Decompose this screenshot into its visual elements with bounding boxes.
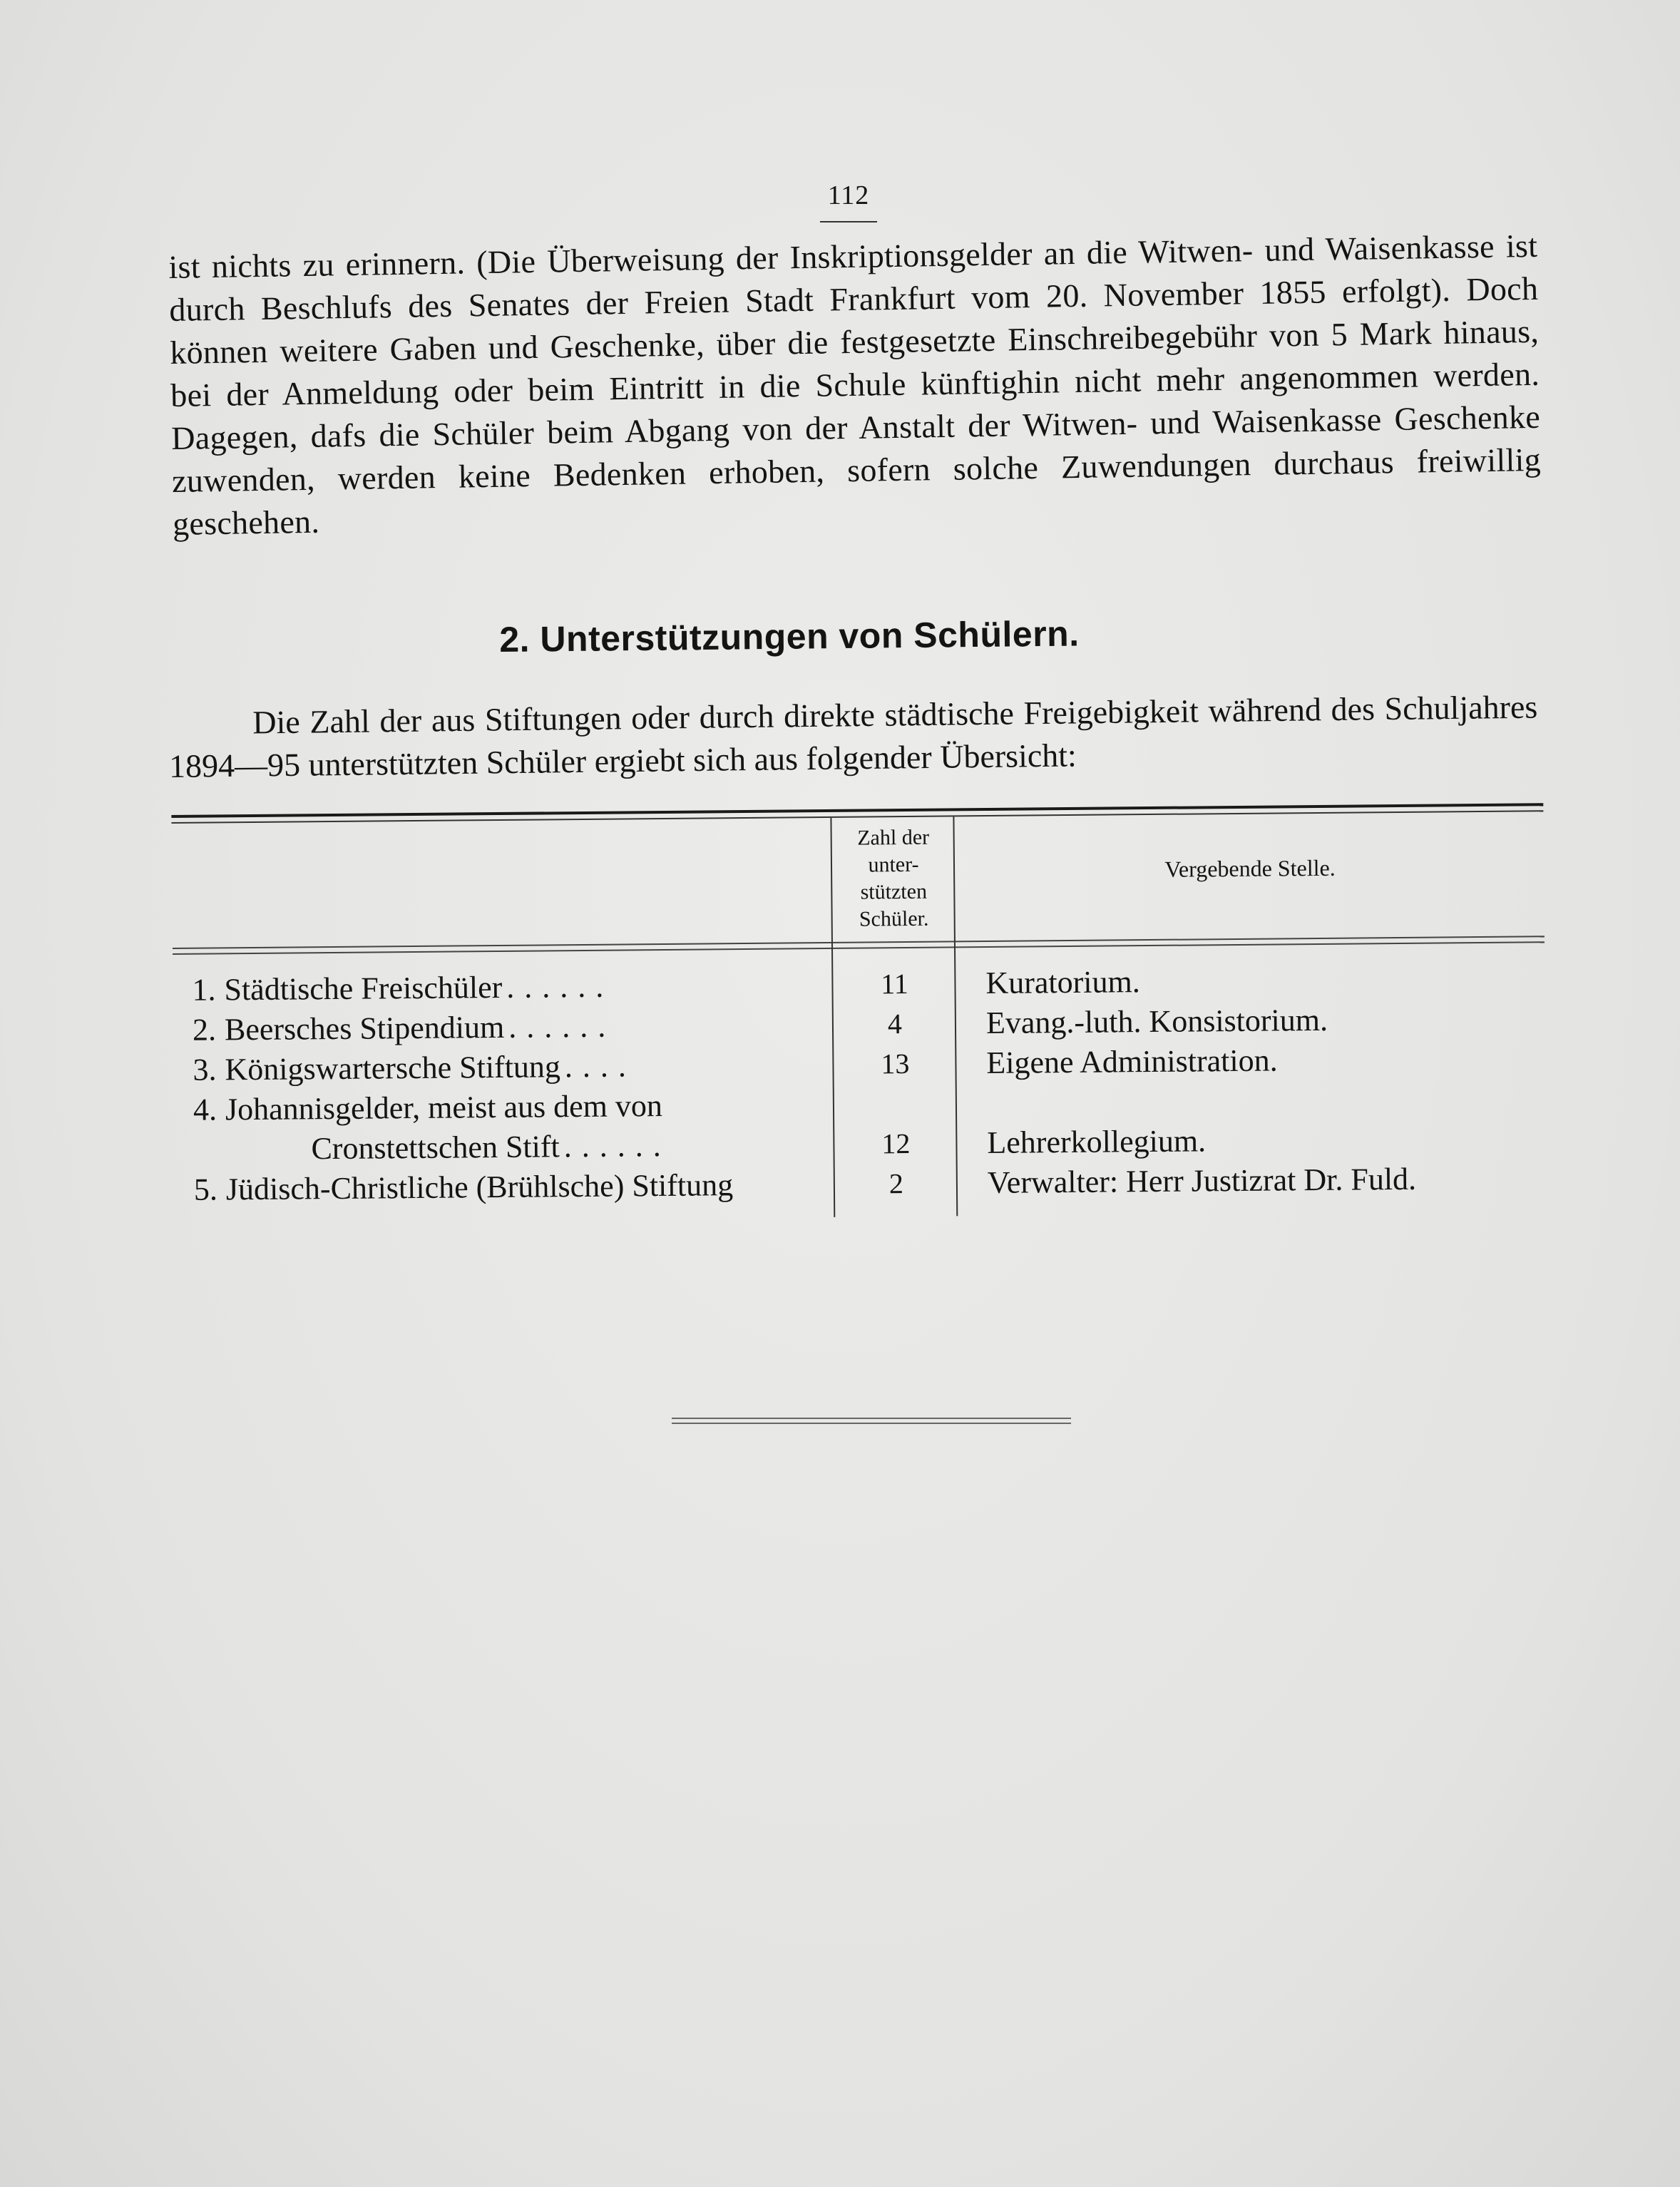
table-rule-top-thin (171, 810, 1543, 824)
row-count: 4 (887, 1008, 903, 1040)
row-label (174, 1125, 830, 1170)
row-name: Jüdisch-Christliche (Brühlsche) Stiftung (225, 1167, 734, 1207)
intro-paragraph: ist nichts zu erinnern. (Die Überweisung der Inskriptionsgelder an die Witwen- und Waisenkasse ist durch Beschlufs des Senates der Freien Stadt Frankfurt vom 20. November 1855 erfolgt). Doch können weitere Gaben und Geschenke, über die festgesetzte Einschreibegebühr von 5 Mark hinaus, bei der Anmeldung oder beim Eintritt in die Schule künftighin nicht mehr angenommen werden. Dagegen, dafs die Schüler beim Abgang von der Anstalt der Witwen- und Waisenkasse Geschenke zuwenden, werden keine Bedenken erhoben, sofern solche Zuwendungen durchaus freiwillig geschehen. (168, 227, 1542, 542)
row-name: Königswartersche Stiftung (225, 1049, 561, 1087)
column-header-count-line: Zahl der (857, 825, 930, 850)
page-number-rule (820, 221, 877, 222)
row-office: Kuratorium. (985, 964, 1140, 1001)
column-header-count-line: unter- (868, 852, 919, 877)
row-office: Eigene Administration. (986, 1043, 1278, 1081)
row-label (173, 1045, 829, 1090)
column-header-count (834, 824, 954, 933)
row-leader-dots: .... (564, 1048, 637, 1085)
row-number (175, 1159, 217, 1160)
row-count: 12 (881, 1127, 911, 1160)
column-header-count-line: Schüler. (859, 906, 929, 931)
row-leader-dots: ...... (563, 1127, 671, 1164)
closing-rule-second (672, 1423, 1071, 1424)
row-name: Städtische Freischüler (224, 969, 503, 1008)
row-count: 11 (880, 967, 908, 1000)
column-header-office: Vergebende Stelle. (1164, 854, 1336, 882)
row-count: 2 (888, 1167, 904, 1200)
row-label (173, 965, 829, 1010)
row-office: Verwalter: Herr Justizrat Dr. Fuld. (987, 1161, 1417, 1201)
row-number: 1. (192, 972, 216, 1008)
row-number: 4. (193, 1092, 217, 1127)
lead-paragraph: Die Zahl der aus Stiftungen oder durch direkte städtische Freigebigkeit während des Schuljahres 1894—95 unterstützten Schüler ergiebt sich aus folgender Übersicht: (168, 688, 1538, 784)
closing-rule (672, 1418, 1071, 1419)
row-name: Beersches Stipendium (224, 1009, 505, 1048)
row-count: 13 (881, 1047, 910, 1080)
row-leader-dots: ...... (508, 1008, 616, 1045)
row-number: 2. (192, 1012, 217, 1048)
row-number: 5. (193, 1172, 218, 1207)
row-name: Johannisgelder, meist aus dem von (225, 1088, 663, 1127)
row-name: Cronstettschen Stift (311, 1129, 560, 1167)
row-leader-dots: ...... (506, 968, 614, 1005)
page-number: 112 (827, 180, 870, 210)
section-heading: 2. Unterstützungen von Schülern. (499, 613, 1080, 660)
row-office: Lehrerkollegium. (987, 1123, 1207, 1161)
row-label (174, 1085, 830, 1130)
table-rule-header-b (173, 941, 1545, 955)
column-header-count-line: stützten (860, 879, 928, 904)
row-label (173, 1005, 829, 1050)
row-office: Evang.-luth. Konsistorium. (985, 1002, 1328, 1041)
support-table (171, 774, 1547, 1229)
row-number: 3. (193, 1052, 217, 1087)
row-label (175, 1164, 831, 1210)
